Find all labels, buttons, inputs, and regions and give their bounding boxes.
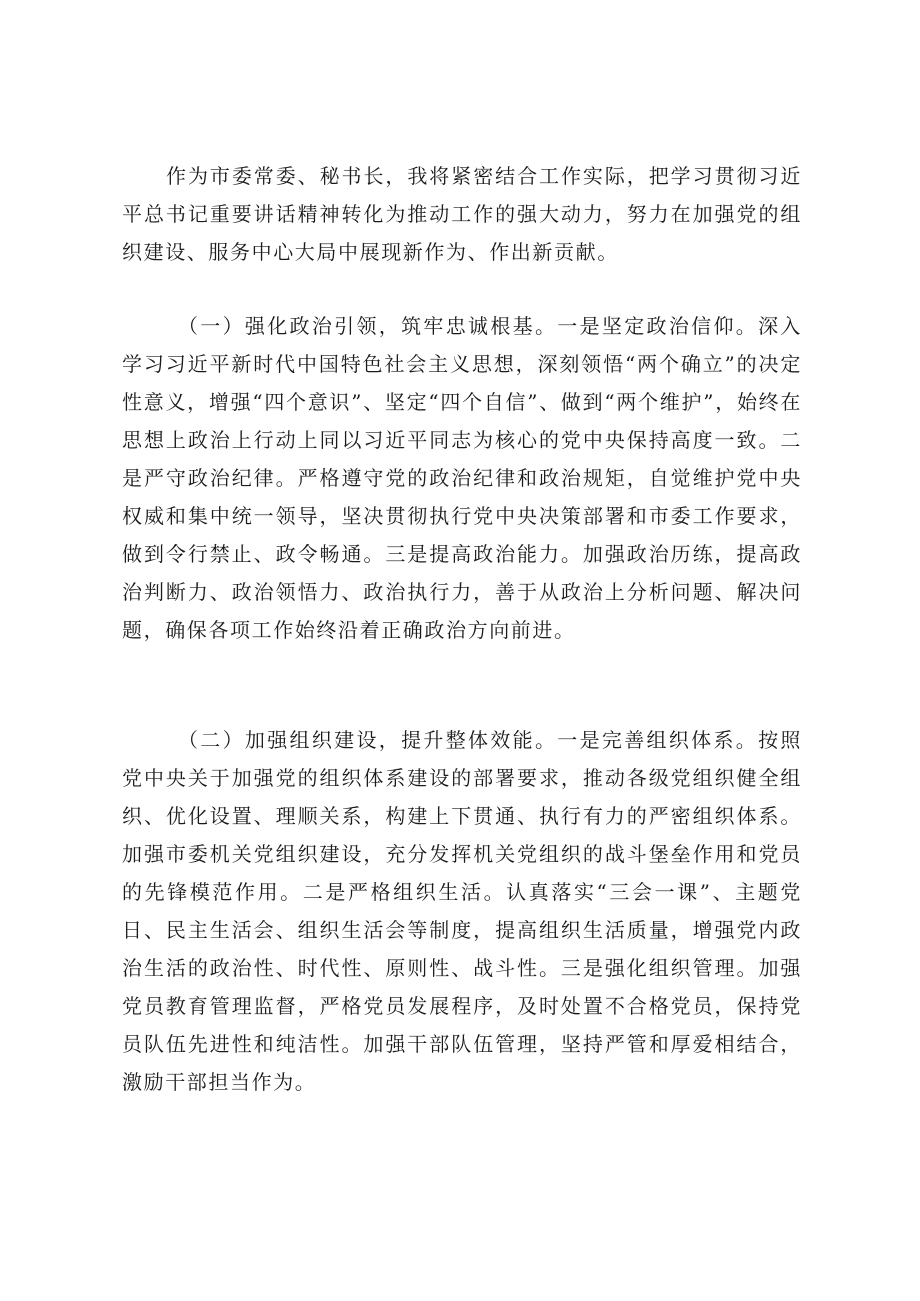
section-1-paragraph: （一）强化政治引领，筑牢忠诚根基。一是坚定政治信仰。深入学习习近平新时代中国特色社会主义思想，深刻领悟“两个确立”的决定性意义，增强“四个意识”、坚定“四个自信”、做到“两个维护”，始终在思想上政治上行动上同以习近平同志为核心的党中央保持高度一致。二是严守政治纪律。严格遵守党的政治纪律和政治规矩，自觉维护党中央权威和集中统一领导，坚决贯彻执行党中央决策部署和市委工作要求，做到令行禁止、政令畅通。三是提高政治能力。加强政治历练，提高政治判断力、政治领悟力、政治执行力，善于从政治上分析问题、解决问题，确保各项工作始终沿着正确政治方向前进。 <box>122 314 802 642</box>
intro-paragraph: 作为市委常委、秘书长，我将紧密结合工作实际，把学习贯彻习近平总书记重要讲话精神转化为推动工作的强大动力，努力在加强党的组织建设、服务中心大局中展现新作为、作出新贡献。 <box>122 164 802 264</box>
section-2-paragraph: （二）加强组织建设，提升整体效能。一是完善组织体系。按照党中央关于加强党的组织体系建设的部署要求，推动各级党组织健全组织、优化设置、理顺关系，构建上下贯通、执行有力的严密组织体系。加强市委机关党组织建设，充分发挥机关党组织的战斗堡垒作用和党员的先锋模范作用。二是严格组织生活。认真落实“三会一课”、主题党日、民主生活会、组织生活会等制度，提高组织生活质量，增强党内政治生活的政治性、时代性、原则性、战斗性。三是强化组织管理。加强党员教育管理监督，严格党员发展程序，及时处置不合格党员，保持党员队伍先进性和纯洁性。加强干部队伍管理，坚持严管和厚爱相结合，激励干部担当作为。 <box>122 728 802 1094</box>
